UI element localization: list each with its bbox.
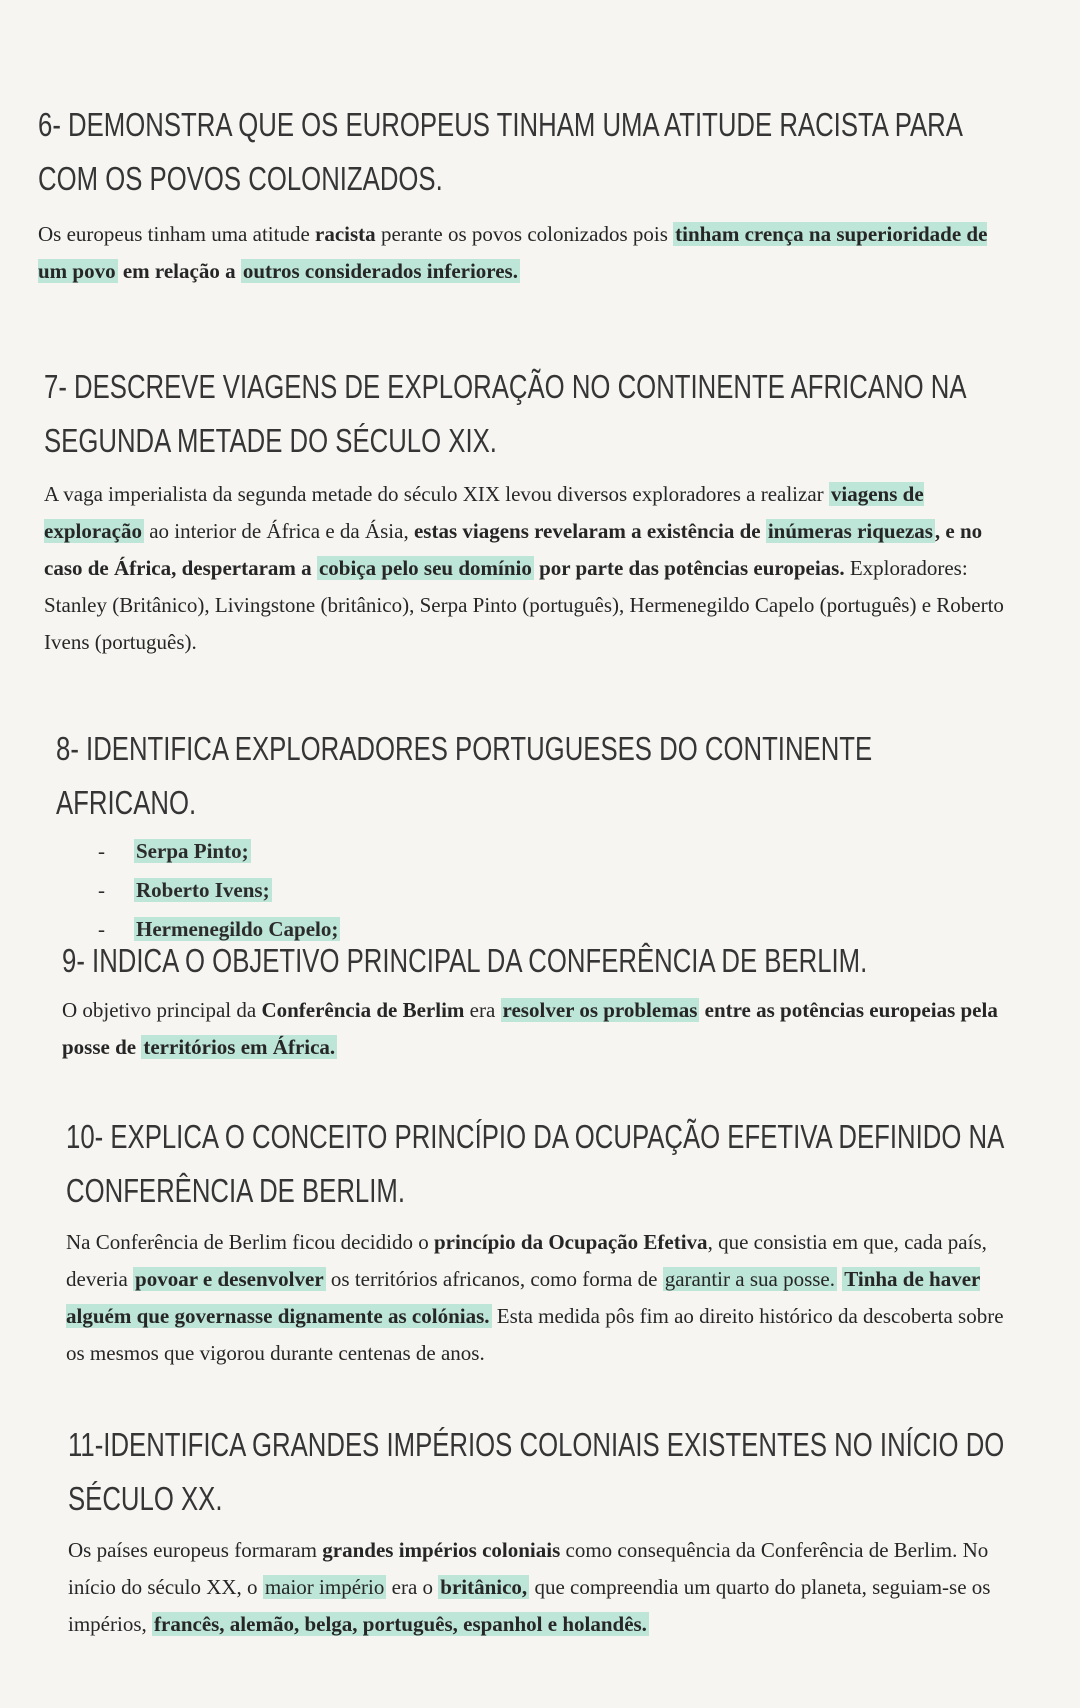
answer-7-highlight: inúmeras riquezas bbox=[767, 519, 933, 543]
list-item-text: Roberto Ivens; bbox=[136, 878, 270, 902]
heading-9: 9- INDICA O OBJETIVO PRINCIPAL DA CONFERÊNCIA DE BERLIM. bbox=[62, 942, 868, 979]
section-11 bbox=[68, 1418, 1028, 1643]
answer-10-text: , que consistia em que, cada país, deveria bbox=[66, 1230, 987, 1291]
answer-7-text: Exploradores: Stanley (Britânico), Livingstone (britânico), Serpa Pinto (português), Hermenegildo Capelo (português) e Roberto Ivens (português). bbox=[44, 556, 1004, 654]
answer-10-highlight: Tinha de haver alguém que governasse dignamente as colónias. bbox=[66, 1267, 981, 1328]
answer-10-bold: princípio da Ocupação Efetiva bbox=[433, 1230, 708, 1254]
answer-9-bold: entre as potências europeias pela posse de bbox=[62, 998, 998, 1059]
explorers-list bbox=[94, 832, 1016, 949]
answer-9-highlight: territórios em África. bbox=[143, 1035, 336, 1059]
answer-9 bbox=[62, 992, 1002, 1066]
answer-11-text: que compreendia um quarto do planeta, seguiam-se os impérios, bbox=[68, 1575, 991, 1636]
heading-10: 10- EXPLICA O CONCEITO PRINCÍPIO DA OCUPAÇÃO EFETIVA DEFINIDO NA CONFERÊNCIA DE BERLIM. bbox=[66, 1118, 1003, 1209]
answer-7-bold: , e no caso de África, despertaram a bbox=[44, 519, 983, 580]
answer-11-text: era o bbox=[386, 1575, 439, 1599]
section-10 bbox=[66, 1110, 1026, 1372]
answer-6-text: perante os povos colonizados pois bbox=[375, 222, 674, 246]
answer-10-text: os territórios africanos, como forma de bbox=[325, 1267, 663, 1291]
list-item-text: Hermenegildo Capelo; bbox=[136, 917, 339, 941]
list-item-text: Serpa Pinto; bbox=[136, 839, 249, 863]
answer-9-highlight: resolver os problemas bbox=[502, 998, 698, 1022]
answer-6-highlight: tinham crença na superioridade de um povo bbox=[38, 222, 988, 283]
heading-11: 11-IDENTIFICA GRANDES IMPÉRIOS COLONIAIS EXISTENTES NO INÍCIO DO SÉCULO XX. bbox=[68, 1426, 1005, 1517]
answer-6-text: Os europeus tinham uma atitude bbox=[38, 222, 316, 246]
answer-11-highlight: britânico, bbox=[440, 1575, 528, 1599]
answer-7-highlight: cobiça pelo seu domínio bbox=[318, 556, 532, 580]
answer-11-bold: grandes impérios coloniais bbox=[322, 1538, 561, 1562]
section-8 bbox=[56, 722, 1016, 949]
answer-7-bold: estas viagens revelaram a existência de bbox=[413, 519, 766, 543]
section-7 bbox=[44, 360, 1024, 661]
list-item bbox=[94, 832, 1016, 871]
answer-10 bbox=[66, 1224, 1006, 1372]
answer-11-highlight: francês, alemão, belga, português, espanhol e holandês. bbox=[154, 1612, 647, 1636]
answer-10-highlight: povoar e desenvolver bbox=[135, 1267, 324, 1291]
answer-6 bbox=[38, 216, 998, 290]
list-item bbox=[94, 871, 1016, 910]
answer-6-bold: em relação a bbox=[117, 259, 241, 283]
section-6 bbox=[38, 98, 1018, 290]
section-9 bbox=[62, 934, 1022, 1066]
heading-7: 7- DESCREVE VIAGENS DE EXPLORAÇÃO NO CONTINENTE AFRICANO NA SEGUNDA METADE DO SÉCULO XIX. bbox=[44, 368, 966, 459]
answer-7 bbox=[44, 476, 1004, 661]
answer-7-text: ao interior de África e da Ásia, bbox=[143, 519, 414, 543]
answer-6-highlight: outros considerados inferiores. bbox=[242, 259, 518, 283]
answer-10-highlight: garantir a sua posse. bbox=[664, 1267, 835, 1291]
answer-11-text: como consequência da Conferência de Berlim. No início do século XX, o bbox=[68, 1538, 989, 1599]
answer-10-text: Na Conferência de Berlim ficou decidido o bbox=[66, 1230, 434, 1254]
answer-7-bold: por parte das potências europeias. bbox=[533, 556, 845, 580]
answer-7-highlight: viagens de exploração bbox=[44, 482, 924, 543]
answer-11 bbox=[68, 1532, 1008, 1643]
answer-9-text: O objetivo principal da bbox=[62, 998, 262, 1022]
answer-7-text: A vaga imperialista da segunda metade do século XIX levou diversos exploradores a realizar bbox=[44, 482, 829, 506]
answer-9-bold: Conferência de Berlim bbox=[261, 998, 465, 1022]
heading-6: 6- DEMONSTRA QUE OS EUROPEUS TINHAM UMA ATITUDE RACISTA PARA COM OS POVOS COLONIZADOS. bbox=[38, 106, 962, 197]
answer-11-highlight: maior império bbox=[264, 1575, 385, 1599]
answer-9-text: era bbox=[464, 998, 501, 1022]
heading-8: 8- IDENTIFICA EXPLORADORES PORTUGUESES DO CONTINENTE AFRICANO. bbox=[56, 730, 873, 821]
answer-6-bold: racista bbox=[315, 222, 376, 246]
answer-11-text: Os países europeus formaram bbox=[68, 1538, 323, 1562]
answer-10-text: Esta medida pôs fim ao direito histórico da descoberta sobre os mesmos que vigorou durante centenas de anos. bbox=[66, 1304, 1004, 1365]
